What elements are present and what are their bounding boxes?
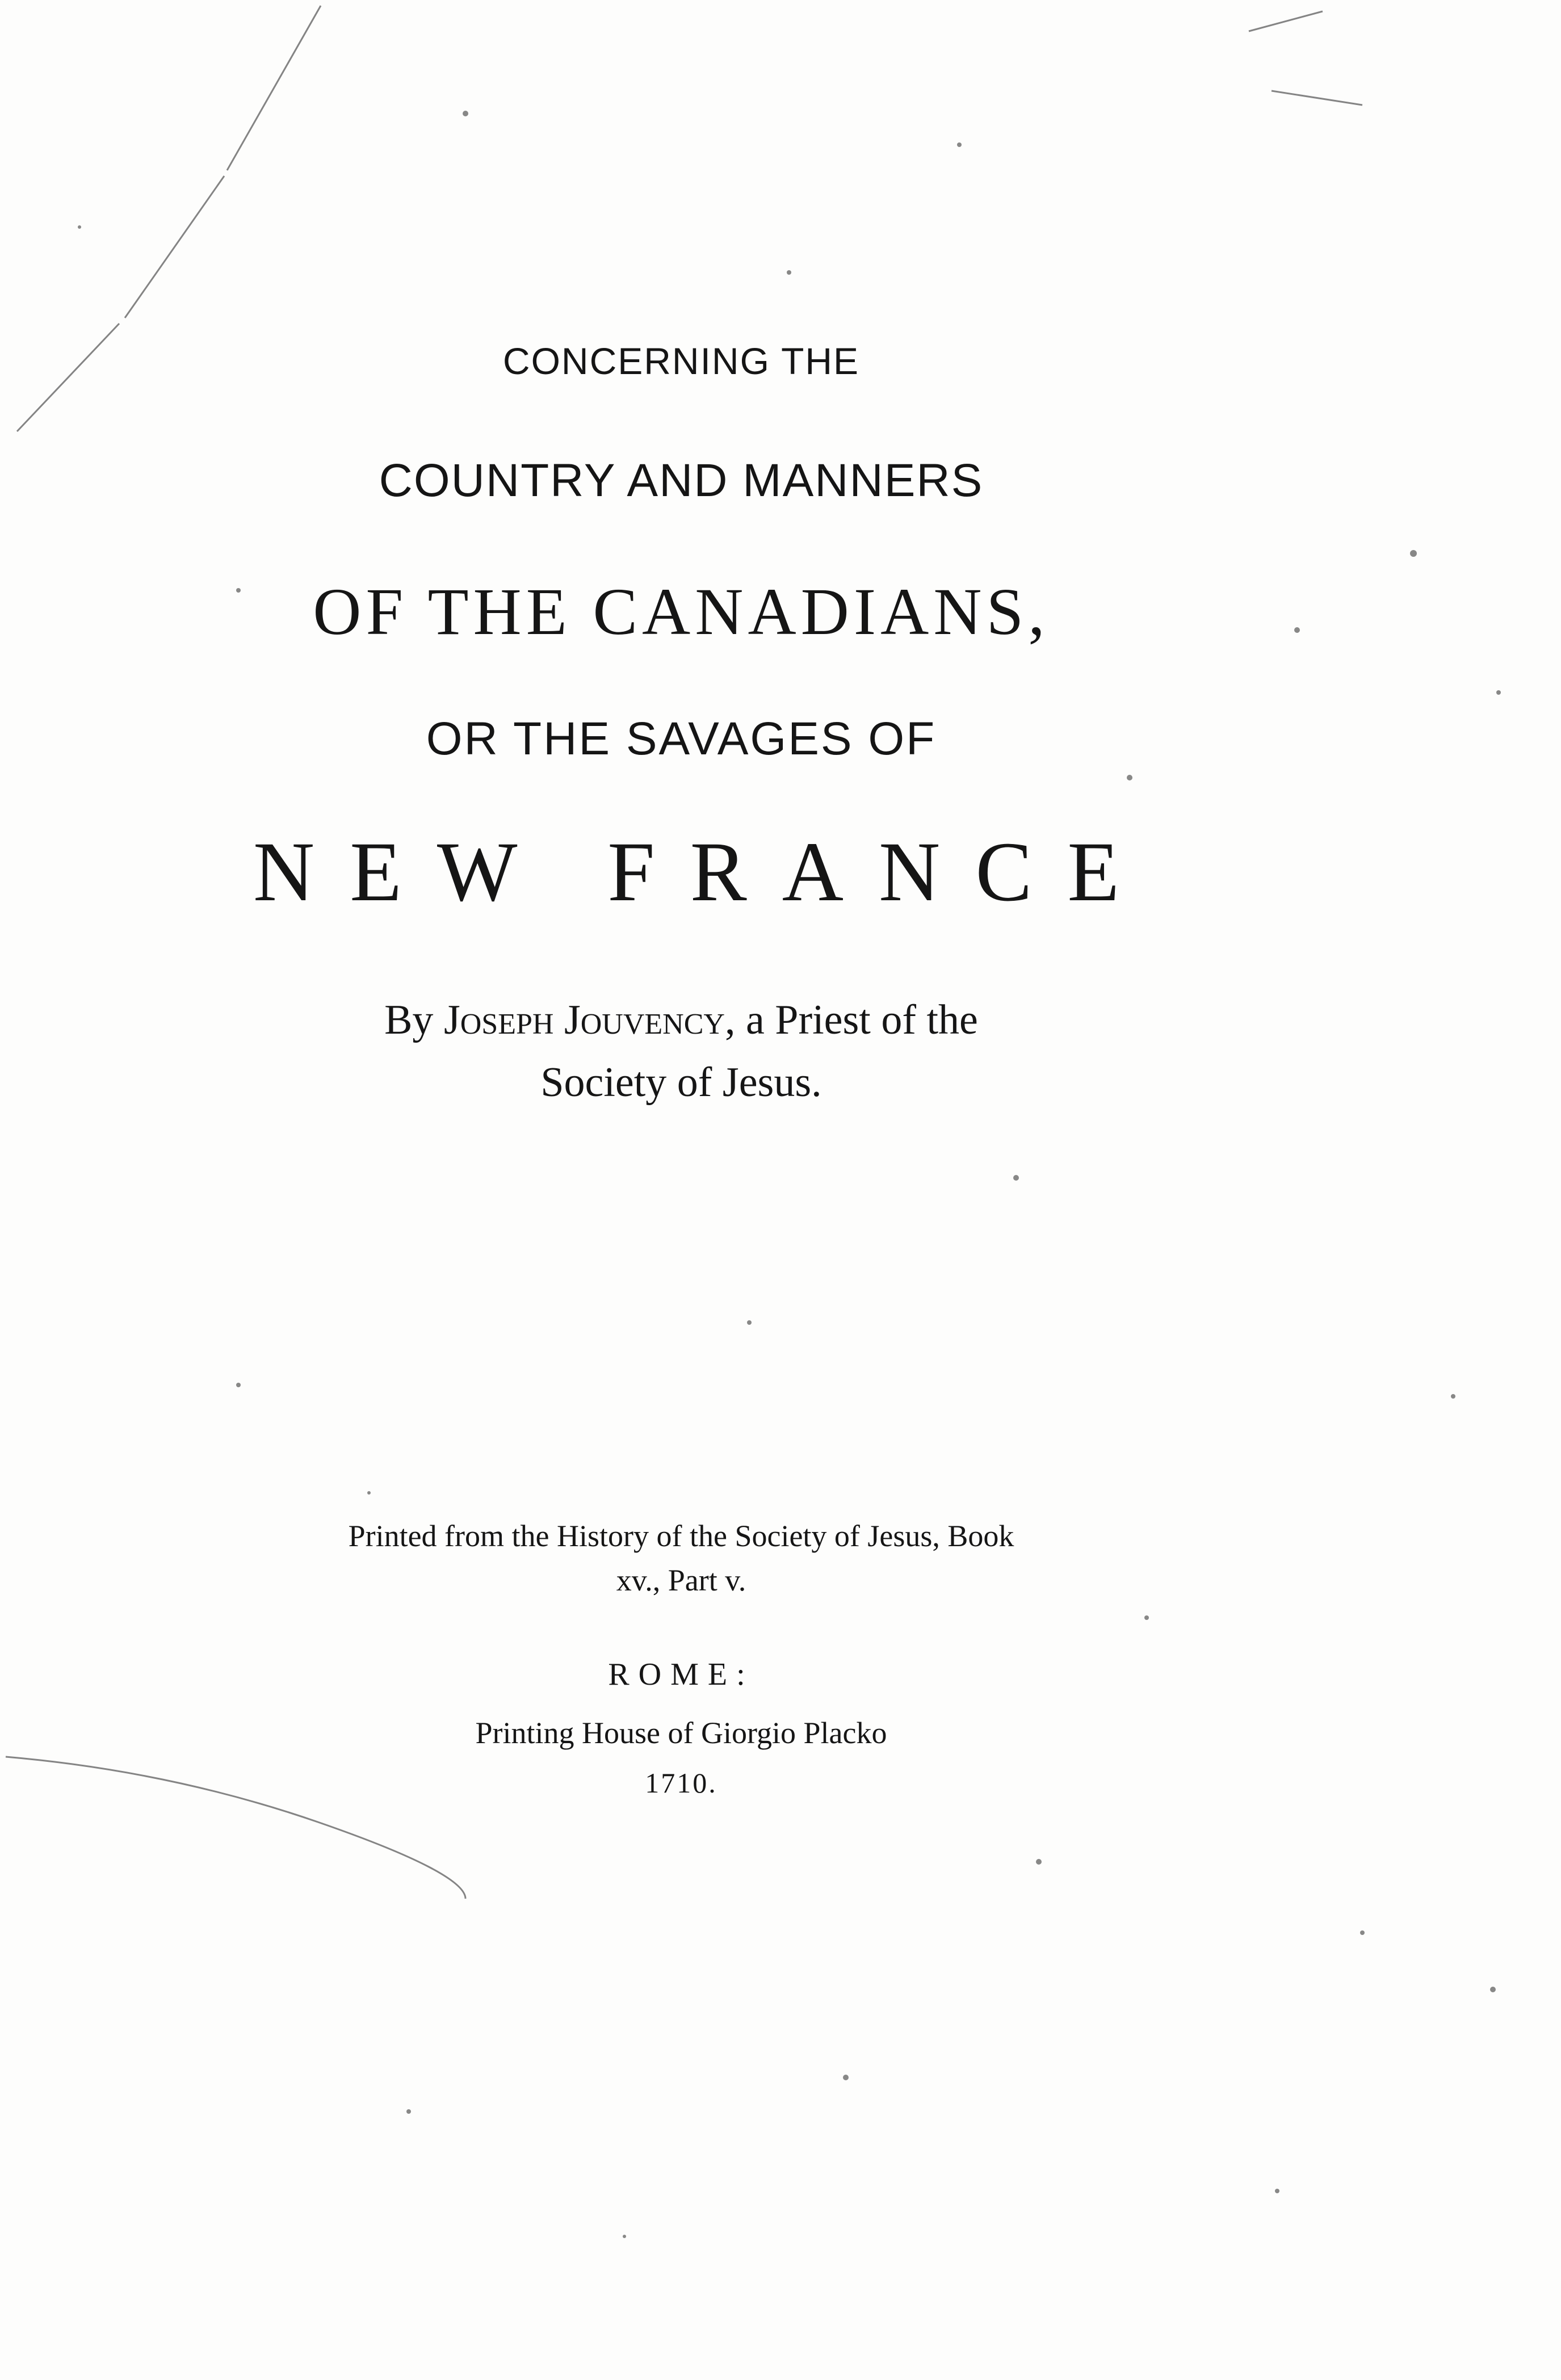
byline-second-line: Society of Jesus. [540, 1059, 822, 1106]
byline-suffix: a Priest of the [745, 997, 978, 1043]
byline [0, 996, 1362, 1044]
imprint-year: 1710. [645, 1767, 717, 1799]
imprint-city: ROME: [608, 1657, 754, 1692]
title-line-canadians: OF THE CANADIANS, [313, 574, 1050, 649]
author-name: Joseph Jouvency, [443, 997, 736, 1043]
title-line-country-manners: COUNTRY AND MANNERS [379, 455, 984, 506]
imprint-printer: Printing House of Giorgio Placko [475, 1716, 887, 1750]
title-line-new-france: NEW FRANCE [253, 825, 1155, 919]
byline-prefix: By [384, 997, 434, 1043]
title-line-concerning: CONCERNING THE [502, 340, 860, 382]
source-note-line1: Printed from the History of the Society of Jesus, Book [348, 1519, 1014, 1553]
title-line-savages: OR THE SAVAGES OF [426, 713, 937, 765]
source-note-line2: xv., Part v. [616, 1563, 746, 1597]
